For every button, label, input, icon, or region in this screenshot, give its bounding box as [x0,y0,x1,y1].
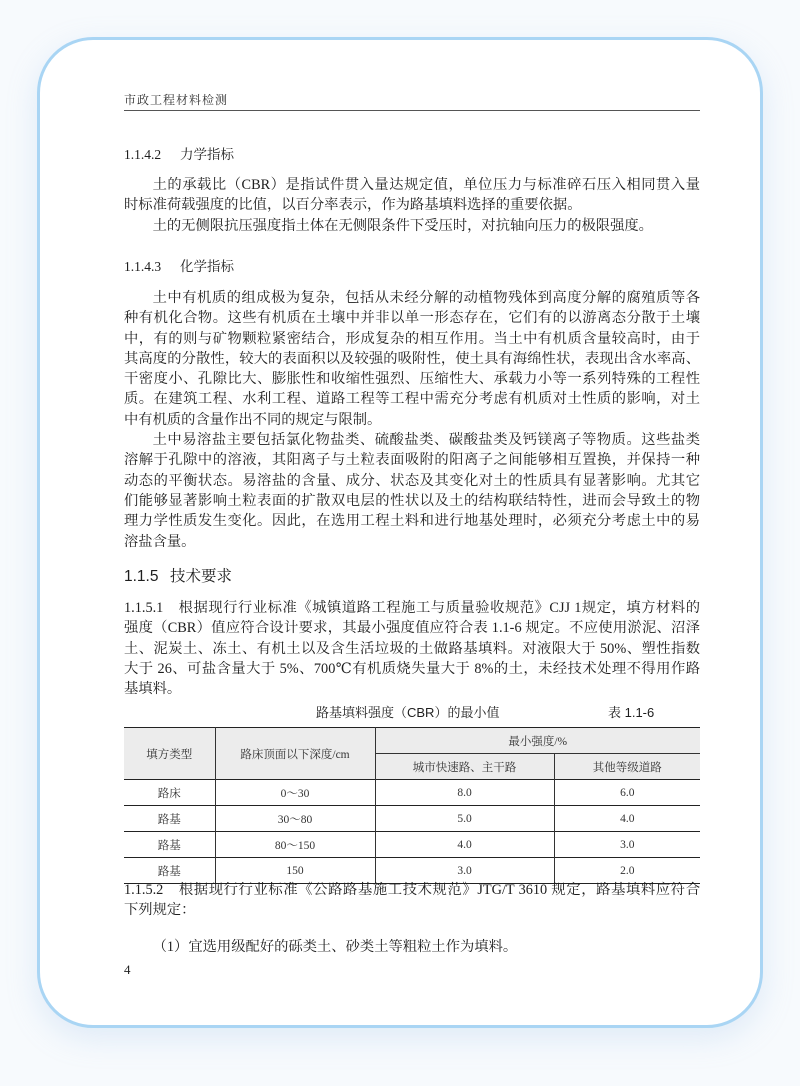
list-item-1 [124,937,700,957]
section-number: 1.1.4.3 [124,259,162,274]
cell-type: 路床 [124,780,215,806]
text-line: 土的承载比（CBR）是指试件贯入量达规定值，单位压力与标准碎石压入相同贯入量 [152,177,700,193]
text-line: 土、泥炭土、冻土、有机土以及含生活垃圾的土做路基填料。对液限大于 50%、塑性指数 [124,640,700,657]
text-line: 基填料。 [124,681,182,698]
cell-urban: 4.0 [375,832,554,858]
section-number: 1.1.4.2 [124,147,162,162]
text-line: 其高度的分散性，较大的表面积以及较强的吸附性，使土具有海绵性状，表现出含水率高、 [124,350,700,367]
header-min-strength: 最小强度/% [375,728,700,754]
cell-urban: 5.0 [375,806,554,832]
paragraph-cbr [124,175,700,236]
header-fill-type: 填方类型 [124,728,215,780]
text-line: 种有机化合物。这些有机质在土壤中并非以单一形态存在，它们有的以游离态分散于土壤 [124,310,700,327]
cell-other: 4.0 [554,806,700,832]
text-line: 干密度小、孔隙比大、膨胀性和收缩性强烈、压缩性大、承载力小等一系列特殊的工程性 [124,371,700,388]
paragraph-1-1-5-2 [124,880,700,921]
section-title: 力学指标 [180,147,234,162]
section-title: 化学指标 [180,259,234,274]
cell-depth: 150 [215,858,375,884]
cell-other: 6.0 [554,780,700,806]
text-line: 强度（CBR）值应符合设计要求，其最小强度值应符合表 1.1-6 规定。不应使用淤泥、沼泽 [124,620,700,637]
paragraph-organic [124,288,700,552]
cell-other: 2.0 [554,858,700,884]
cell-depth: 80～150 [215,832,375,858]
text-line: 时标准荷载强度的比值，以百分率表示，作为路基填料选择的重要依据。 [124,197,582,214]
text-line: 中有机质的含量作出不同的规定与限制。 [124,411,382,428]
table-caption: 路基填料强度（CBR）的最小值 [316,705,500,720]
header-other: 其他等级道路 [554,754,700,780]
text-line: 下列规定： [124,902,196,919]
text-line: 中，有的则与矿物颗粒紧密结合，形成复杂的相互作用。当土中有机质含量较高时，由于 [124,330,700,347]
paragraph-1-1-5-1 [124,598,700,699]
text-line: 1.1.5.2 根据现行行业标准《公路路基施工技术规范》JTG/T 3610 规定，路基填料应符合 [124,882,700,898]
header-urban: 城市快速路、主干路 [375,754,554,780]
cell-type: 路基 [124,806,215,832]
cbr-table [124,727,700,884]
section-number: 1.1.5 [124,568,159,585]
header-rule [124,110,700,111]
table-row [124,832,700,858]
text-line: 质。在建筑工程、水利工程、道路工程等工程中需充分考虑有机质对土性质的影响，对土 [124,391,700,408]
table-row [124,806,700,832]
cell-type: 路基 [124,858,215,884]
cell-urban: 8.0 [375,780,554,806]
page-number: 4 [124,962,131,977]
text-line: 溶盐含量。 [124,533,196,550]
text-line: 1.1.5.1 根据现行行业标准《城镇道路工程施工与质量验收规范》CJJ 1规定，填方材料的 [124,600,700,616]
section-title: 技术要求 [170,568,233,585]
text-line: 溶解于孔隙中的溶液，其阳离子与土粒表面吸附的阳离子之间能够相互置换，并保持一种 [124,452,700,469]
text-line: 理力学性质发生变化。因此，在选用工程土料和进行地基处理时，必须充分考虑土中的易 [124,513,700,530]
text-line: 土的无侧限抗压强度指土体在无侧限条件下受压时，对抗轴向压力的极限强度。 [152,217,653,234]
cell-type: 路基 [124,832,215,858]
text-line: 土中易溶盐主要包括氯化物盐类、硫酸盐类、碳酸盐类及钙镁离子等物质。这些盐类 [152,432,700,449]
running-head: 市政工程材料检测 [124,93,229,107]
cell-depth: 0～30 [215,780,375,806]
text-line: 土中有机质的组成极为复杂，包括从未经分解的动植物残体到高度分解的腐殖质等各 [152,290,700,306]
cell-urban: 3.0 [375,858,554,884]
text-line: 们能够显著影响土粒表面的扩散双电层的性状以及土的结构联结特性，进而会导致土的物 [124,492,700,509]
cell-depth: 30～80 [215,806,375,832]
heading-1-1-5 [124,567,232,587]
cell-other: 3.0 [554,832,700,858]
table-row [124,780,700,806]
text-line: 大于 26、可盐含量大于 5%、700℃有机质烧失量大于 8%的土，未经技术处理不得用作路 [124,660,700,677]
heading-1-1-4-3 [124,257,234,277]
table-number: 表 1.1-6 [608,705,655,720]
heading-1-1-4-2 [124,145,234,165]
header-depth: 路床顶面以下深度/cm [215,728,375,780]
text-line: 动态的平衡状态。易溶盐的含量、成分、状态及其变化对土的性质具有显著影响。尤其它 [124,472,700,489]
text-line: （1）宜选用级配好的砾类土、砂类土等粗粒土作为填料。 [152,939,518,955]
